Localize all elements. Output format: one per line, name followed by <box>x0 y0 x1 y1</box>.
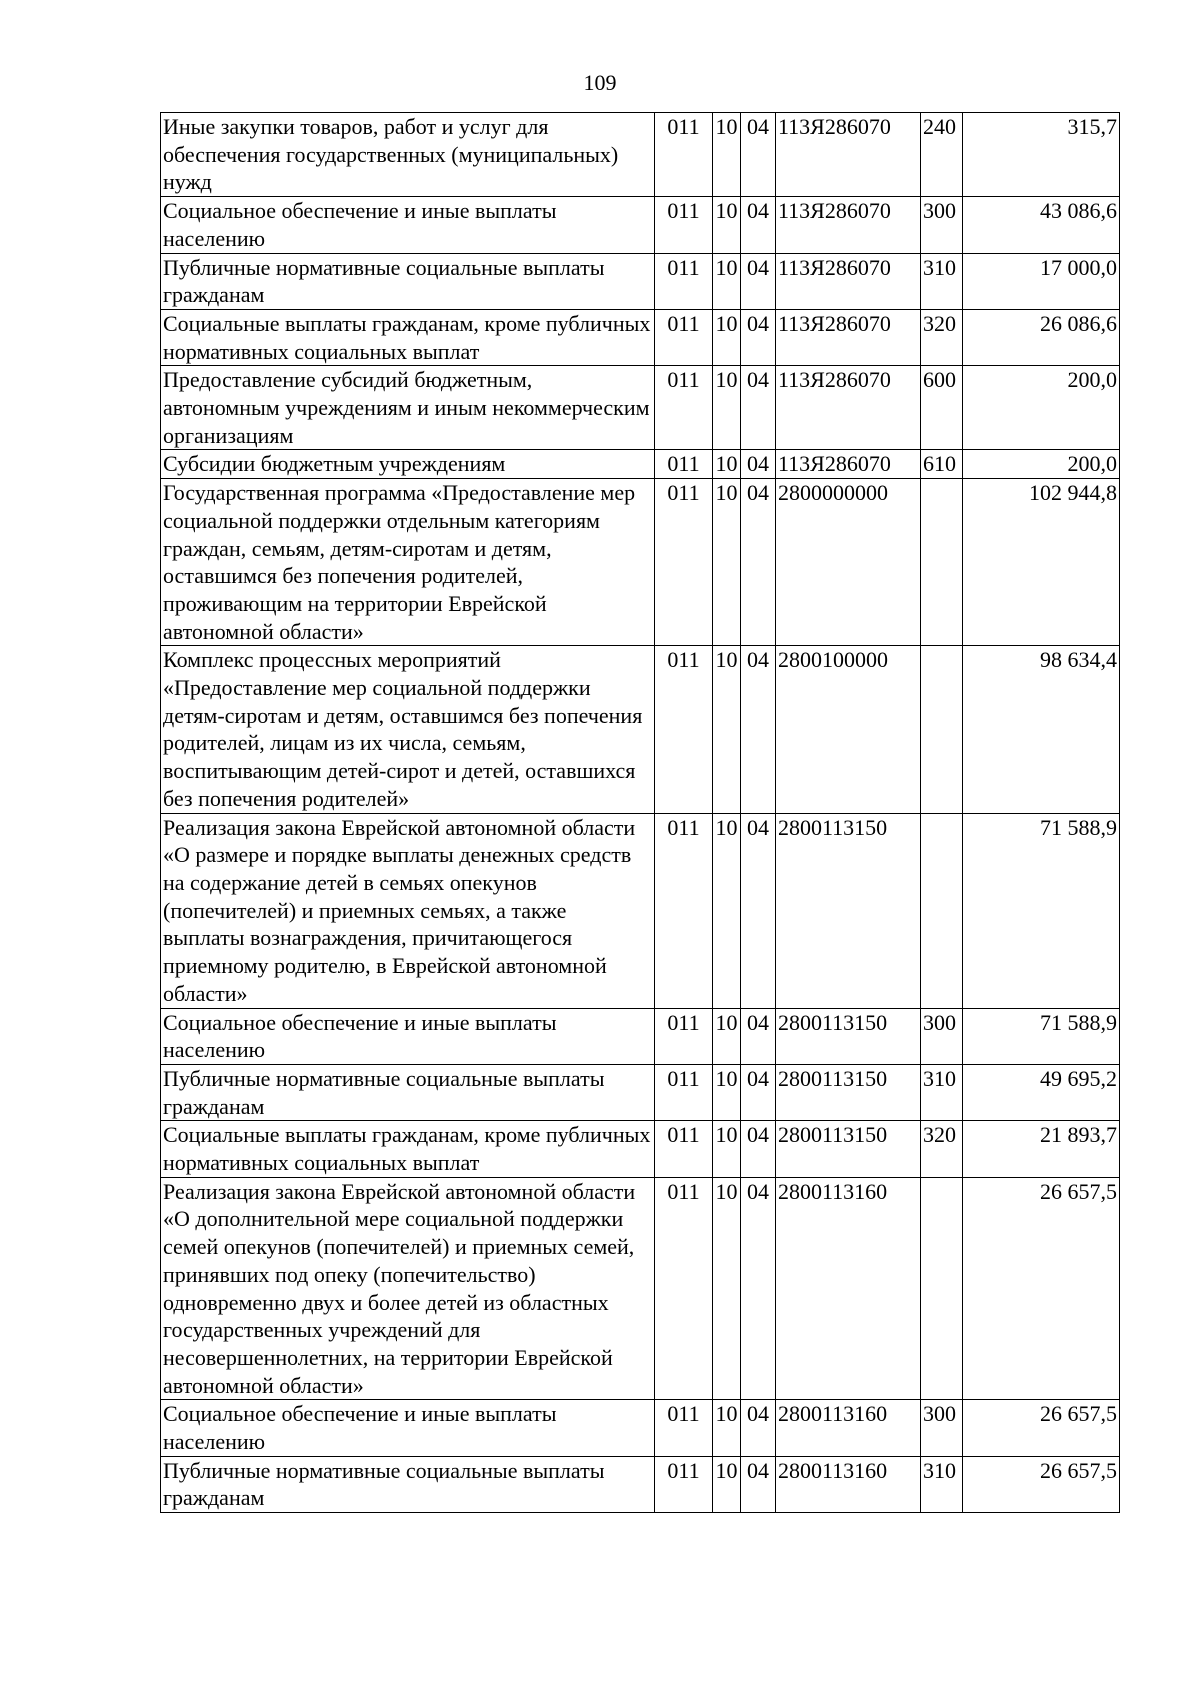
row-gr-cell: 011 <box>655 1064 713 1120</box>
row-gr-cell: 011 <box>655 253 713 309</box>
row-sum-cell: 17 000,0 <box>963 253 1120 309</box>
row-vr-cell: 300 <box>921 197 963 253</box>
row-csr-cell: 2800100000 <box>776 646 921 813</box>
table-row <box>161 1456 1120 1512</box>
row-csr-cell: 2800113160 <box>776 1456 921 1512</box>
row-rz-cell: 10 <box>713 366 741 450</box>
row-sum-cell: 102 944,8 <box>963 479 1120 646</box>
row-csr-cell: 2800113150 <box>776 1121 921 1177</box>
row-sum-cell: 98 634,4 <box>963 646 1120 813</box>
row-sum-cell: 49 695,2 <box>963 1064 1120 1120</box>
row-rz-cell: 10 <box>713 1121 741 1177</box>
row-vr-cell: 310 <box>921 1064 963 1120</box>
row-rz-cell: 10 <box>713 1008 741 1064</box>
row-sum-cell: 21 893,7 <box>963 1121 1120 1177</box>
row-vr-cell: 300 <box>921 1008 963 1064</box>
row-pr-cell: 04 <box>741 1008 776 1064</box>
row-pr-cell: 04 <box>741 1064 776 1120</box>
row-gr-cell: 011 <box>655 366 713 450</box>
table-row <box>161 1177 1120 1400</box>
row-gr-cell: 011 <box>655 1400 713 1456</box>
row-name-cell: Государственная программа «Предоставление мер социальной поддержки отдельным категориям граждан, семьям, детям-сиротам и детям, оставшимся без попечения родителей, проживающим на территории Еврейской автономной области» <box>161 479 655 646</box>
row-vr-cell: 300 <box>921 1400 963 1456</box>
row-rz-cell: 10 <box>713 197 741 253</box>
row-name-cell: Иные закупки товаров, работ и услуг для обеспечения государственных (муниципальных) нужд <box>161 113 655 197</box>
row-pr-cell: 04 <box>741 646 776 813</box>
row-rz-cell: 10 <box>713 253 741 309</box>
table-row <box>161 646 1120 813</box>
row-name-cell: Социальные выплаты гражданам, кроме публичных нормативных социальных выплат <box>161 309 655 365</box>
table-row <box>161 479 1120 646</box>
row-name-cell: Публичные нормативные социальные выплаты гражданам <box>161 1064 655 1120</box>
row-csr-cell: 2800113150 <box>776 1008 921 1064</box>
row-csr-cell: 113Я286070 <box>776 253 921 309</box>
page-number: 109 <box>583 70 617 95</box>
row-vr-cell: 240 <box>921 113 963 197</box>
row-vr-cell <box>921 813 963 1008</box>
row-vr-cell: 600 <box>921 366 963 450</box>
table-row <box>161 309 1120 365</box>
row-pr-cell: 04 <box>741 479 776 646</box>
row-gr-cell: 011 <box>655 1456 713 1512</box>
row-csr-cell: 2800113160 <box>776 1400 921 1456</box>
row-rz-cell: 10 <box>713 1177 741 1400</box>
table-row <box>161 1064 1120 1120</box>
row-pr-cell: 04 <box>741 197 776 253</box>
row-sum-cell: 200,0 <box>963 366 1120 450</box>
row-gr-cell: 011 <box>655 450 713 479</box>
row-pr-cell: 04 <box>741 253 776 309</box>
row-rz-cell: 10 <box>713 1064 741 1120</box>
row-gr-cell: 011 <box>655 113 713 197</box>
row-csr-cell: 113Я286070 <box>776 366 921 450</box>
row-rz-cell: 10 <box>713 1456 741 1512</box>
row-name-cell: Реализация закона Еврейской автономной области «О дополнительной мере социальной поддержки семей опекунов (попечителей) и приемных семей, принявших под опеку (попечительство) одновременно двух и более детей из областных государственных учреждений для несовершеннолетних, на территории Еврейской автономной области» <box>161 1177 655 1400</box>
row-csr-cell: 113Я286070 <box>776 309 921 365</box>
row-gr-cell: 011 <box>655 813 713 1008</box>
row-name-cell: Субсидии бюджетным учреждениям <box>161 450 655 479</box>
table-row <box>161 1121 1120 1177</box>
row-vr-cell <box>921 646 963 813</box>
row-name-cell: Социальное обеспечение и иные выплаты населению <box>161 1400 655 1456</box>
table-row <box>161 1400 1120 1456</box>
row-sum-cell: 26 657,5 <box>963 1400 1120 1456</box>
row-name-cell: Реализация закона Еврейской автономной области «О размере и порядке выплаты денежных средств на содержание детей в семьях опекунов (попечителей) и приемных семьях, а также выплаты вознаграждения, причитающегося приемному родителю, в Еврейской автономной области» <box>161 813 655 1008</box>
row-name-cell: Публичные нормативные социальные выплаты гражданам <box>161 253 655 309</box>
row-gr-cell: 011 <box>655 479 713 646</box>
row-gr-cell: 011 <box>655 646 713 813</box>
row-gr-cell: 011 <box>655 1177 713 1400</box>
row-rz-cell: 10 <box>713 479 741 646</box>
row-sum-cell: 71 588,9 <box>963 1008 1120 1064</box>
row-pr-cell: 04 <box>741 450 776 479</box>
row-pr-cell: 04 <box>741 1400 776 1456</box>
row-csr-cell: 113Я286070 <box>776 113 921 197</box>
row-vr-cell: 310 <box>921 253 963 309</box>
table-row <box>161 813 1120 1008</box>
row-sum-cell: 43 086,6 <box>963 197 1120 253</box>
row-pr-cell: 04 <box>741 113 776 197</box>
row-vr-cell: 320 <box>921 1121 963 1177</box>
table-row <box>161 450 1120 479</box>
row-csr-cell: 113Я286070 <box>776 450 921 479</box>
row-gr-cell: 011 <box>655 1121 713 1177</box>
table-row <box>161 366 1120 450</box>
row-vr-cell <box>921 1177 963 1400</box>
table-row <box>161 253 1120 309</box>
row-gr-cell: 011 <box>655 309 713 365</box>
budget-table <box>160 112 1120 1513</box>
row-pr-cell: 04 <box>741 366 776 450</box>
row-vr-cell: 320 <box>921 309 963 365</box>
row-rz-cell: 10 <box>713 813 741 1008</box>
row-vr-cell: 310 <box>921 1456 963 1512</box>
row-name-cell: Публичные нормативные социальные выплаты гражданам <box>161 1456 655 1512</box>
table-row <box>161 113 1120 197</box>
row-name-cell: Предоставление субсидий бюджетным, автономным учреждениям и иным некоммерческим организациям <box>161 366 655 450</box>
row-rz-cell: 10 <box>713 113 741 197</box>
row-csr-cell: 2800000000 <box>776 479 921 646</box>
row-csr-cell: 2800113160 <box>776 1177 921 1400</box>
row-gr-cell: 011 <box>655 1008 713 1064</box>
row-csr-cell: 2800113150 <box>776 813 921 1008</box>
row-name-cell: Социальное обеспечение и иные выплаты населению <box>161 197 655 253</box>
row-sum-cell: 26 657,5 <box>963 1177 1120 1400</box>
row-rz-cell: 10 <box>713 1400 741 1456</box>
table-row <box>161 197 1120 253</box>
row-name-cell: Социальные выплаты гражданам, кроме публичных нормативных социальных выплат <box>161 1121 655 1177</box>
row-sum-cell: 71 588,9 <box>963 813 1120 1008</box>
row-vr-cell <box>921 479 963 646</box>
row-sum-cell: 315,7 <box>963 113 1120 197</box>
row-sum-cell: 26 086,6 <box>963 309 1120 365</box>
row-gr-cell: 011 <box>655 197 713 253</box>
table-row <box>161 1008 1120 1064</box>
row-pr-cell: 04 <box>741 1177 776 1400</box>
row-vr-cell: 610 <box>921 450 963 479</box>
row-rz-cell: 10 <box>713 646 741 813</box>
table-body <box>161 113 1120 1513</box>
row-pr-cell: 04 <box>741 813 776 1008</box>
row-sum-cell: 200,0 <box>963 450 1120 479</box>
row-name-cell: Комплекс процессных мероприятий «Предоставление мер социальной поддержки детям-сиротам и детям, оставшимся без попечения родителей, лицам из их числа, семьям, воспитывающим детей-сирот и детей, оставшихся без попечения родителей» <box>161 646 655 813</box>
row-name-cell: Социальное обеспечение и иные выплаты населению <box>161 1008 655 1064</box>
row-pr-cell: 04 <box>741 1121 776 1177</box>
row-csr-cell: 113Я286070 <box>776 197 921 253</box>
row-rz-cell: 10 <box>713 309 741 365</box>
row-pr-cell: 04 <box>741 309 776 365</box>
row-sum-cell: 26 657,5 <box>963 1456 1120 1512</box>
row-pr-cell: 04 <box>741 1456 776 1512</box>
row-csr-cell: 2800113150 <box>776 1064 921 1120</box>
row-rz-cell: 10 <box>713 450 741 479</box>
